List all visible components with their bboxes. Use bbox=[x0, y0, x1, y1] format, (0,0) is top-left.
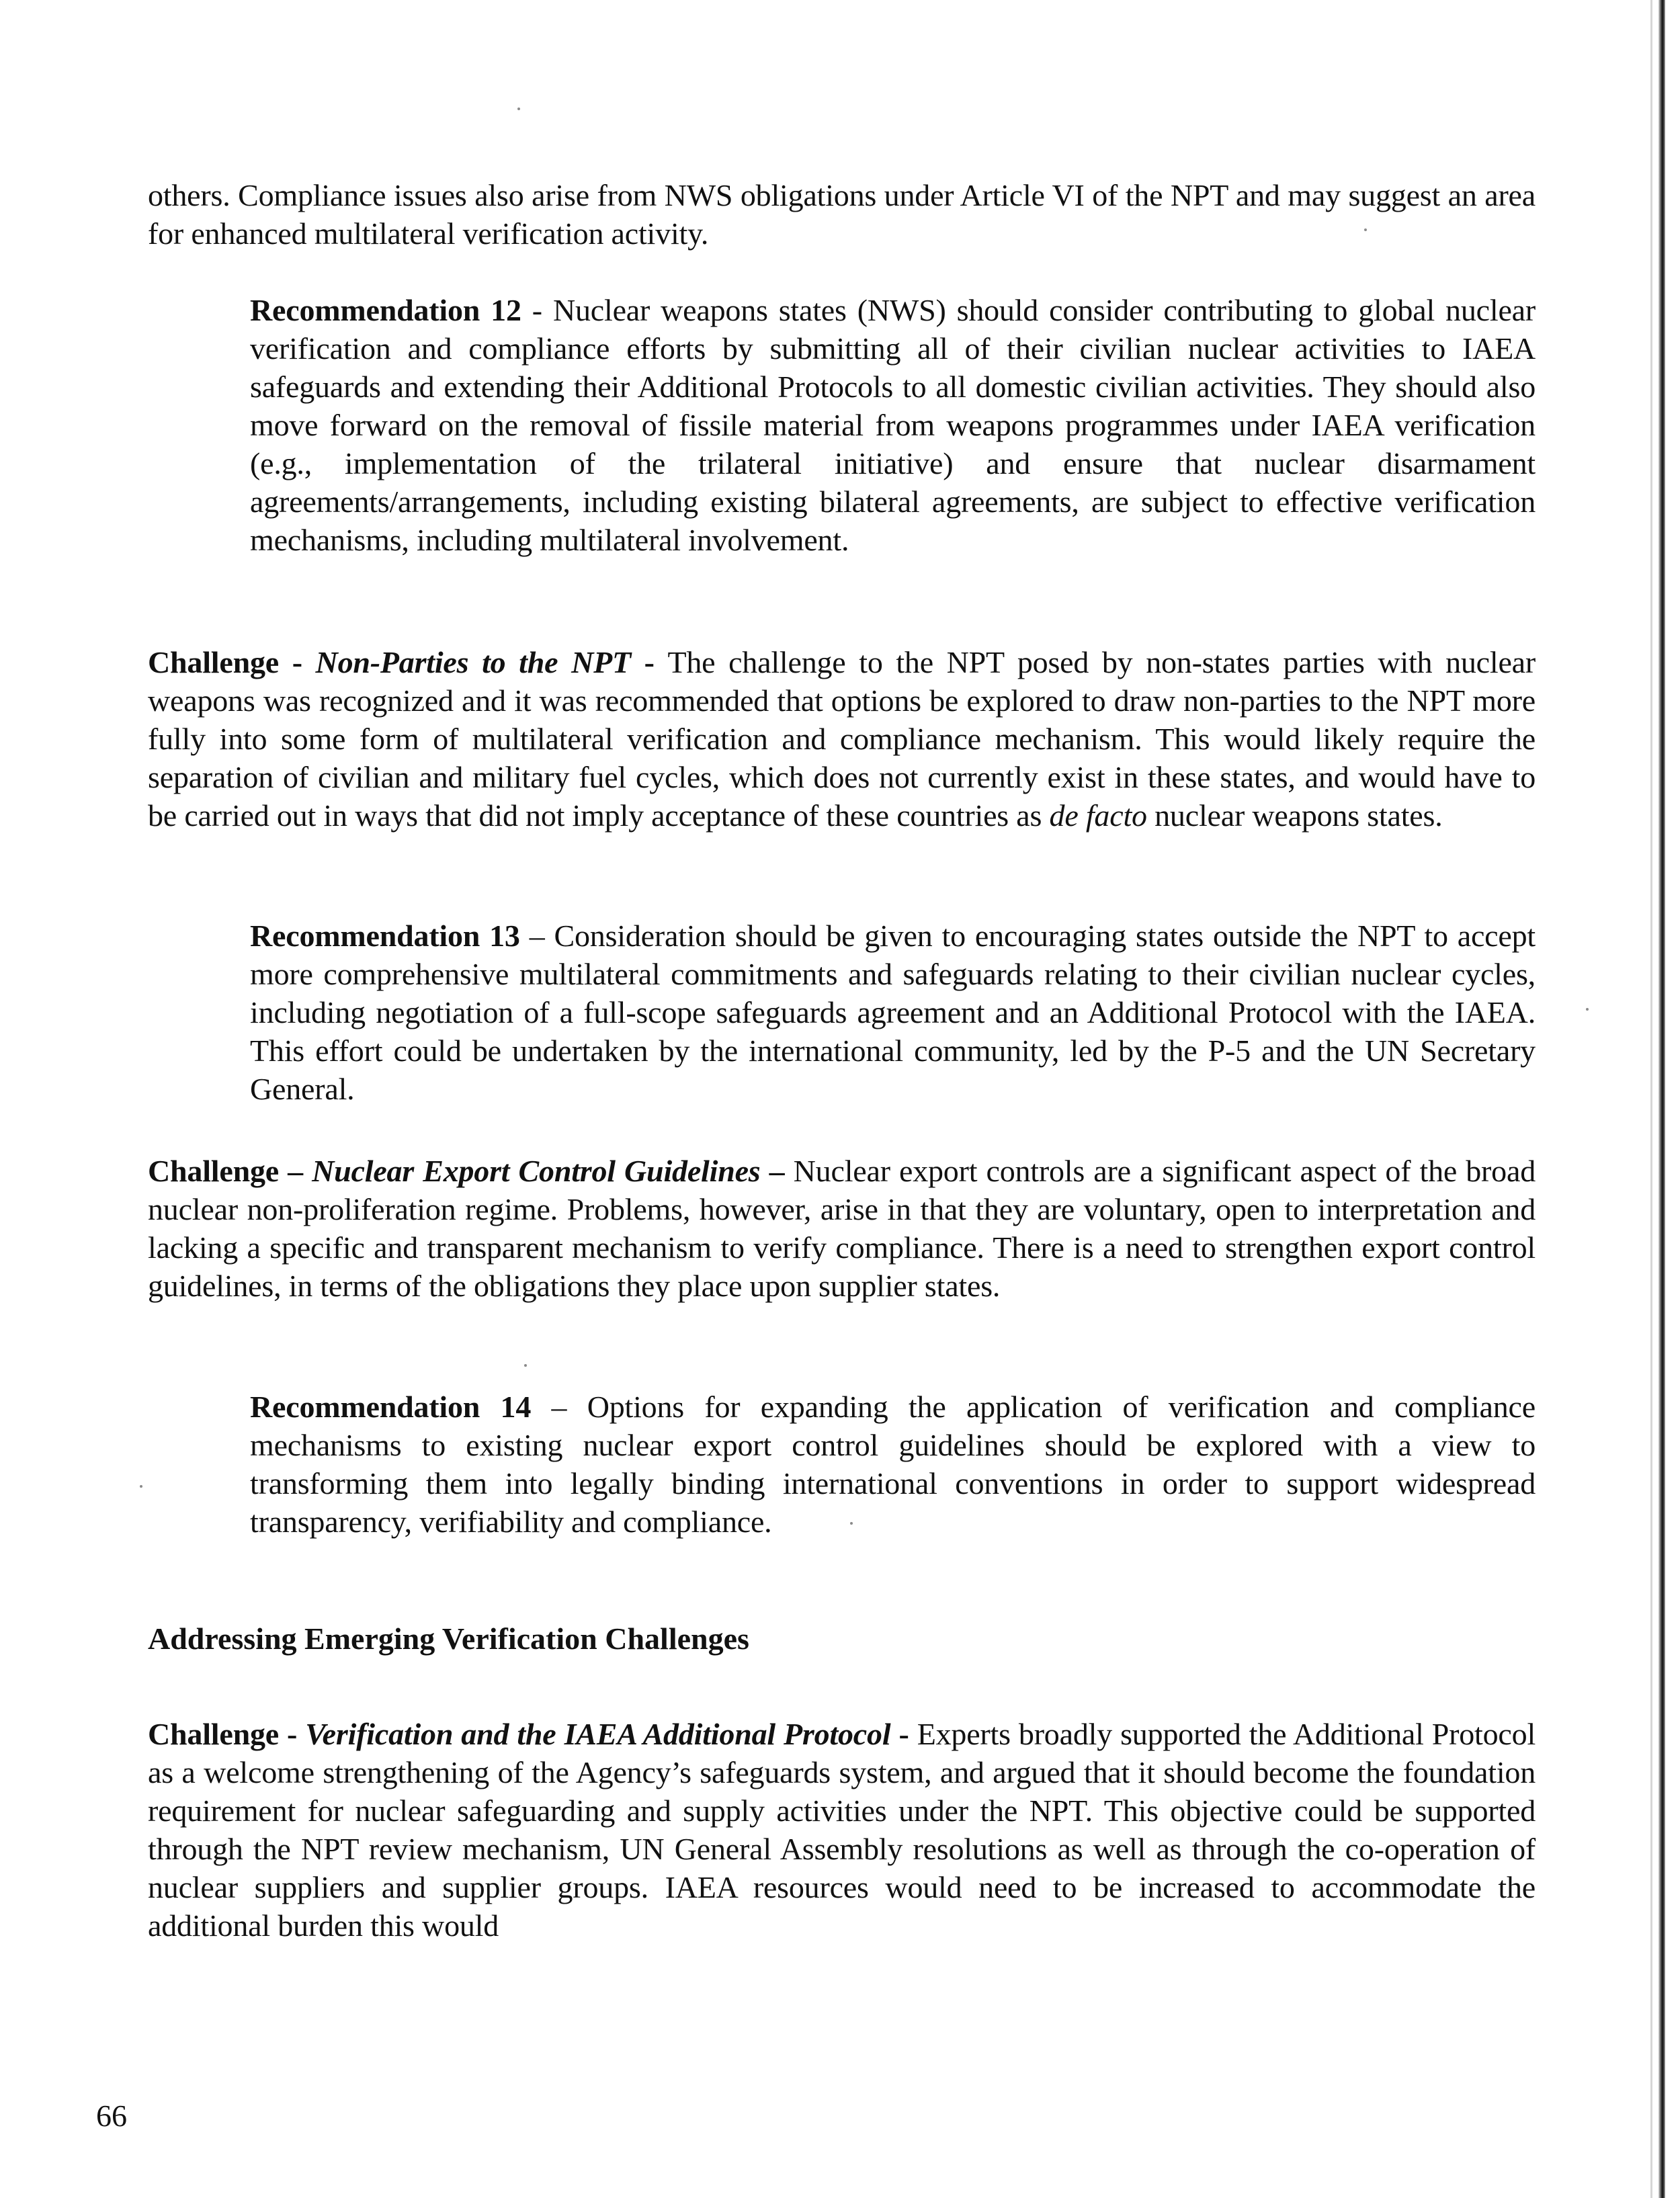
scan-speck bbox=[524, 1364, 527, 1367]
challenge-text: Nuclear export controls are a significant aspect of the broad nuclear non-proliferation regime. Problems, however, arise in that they are voluntary, open to interpretation and lacking a specific and transparent mechanism to verify compliance. There is a need to strengthen export control guidelines, in terms of the obligations they place upon supplier states. bbox=[148, 1154, 1536, 1303]
italic-term: de facto bbox=[1049, 798, 1147, 833]
separator: – bbox=[760, 1154, 794, 1188]
paragraph-text: others. Compliance issues also arise from NWS obligations under Article VI of the NPT and may suggest an area for enhanced multilateral verification activity. bbox=[148, 178, 1536, 251]
challenge-label: Challenge bbox=[148, 1154, 279, 1188]
challenge-title: Nuclear Export Control Guidelines bbox=[312, 1154, 761, 1188]
recommendation-12 bbox=[250, 291, 1536, 559]
separator: – bbox=[519, 919, 554, 953]
scan-speck bbox=[140, 1485, 142, 1488]
page-number: 66 bbox=[96, 2099, 127, 2133]
separator: - bbox=[278, 1717, 306, 1751]
separator: – bbox=[531, 1390, 587, 1424]
recommendation-label: Recommendation 13 bbox=[250, 919, 520, 953]
recommendation-text: Options for expanding the application of verification and compliance mechanisms to existing nuclear export control guidelines should be explored with a view to transforming them into legally binding international conventions in order to support widespread transparency, verifiability and compliance. bbox=[250, 1390, 1536, 1539]
scan-edge bbox=[1658, 0, 1665, 2198]
section-heading: Addressing Emerging Verification Challenges bbox=[148, 1621, 749, 1656]
challenge-label: Challenge bbox=[148, 645, 279, 679]
separator: - bbox=[521, 293, 553, 327]
scan-speck bbox=[850, 1522, 853, 1525]
challenge-text: The challenge to the NPT posed by non-states parties with nuclear weapons was recognized and it was recommended that options be explored to draw non-parties to the NPT more fully into some form of multilateral verification and compliance mechanism. This would likely require the separation of civilian and military fuel cycles, which does not currently exist in these states, and would have to be carried out in ways that did not imply acceptance of these countries as bbox=[148, 645, 1536, 833]
paragraph-continuation bbox=[148, 176, 1536, 253]
challenge-label: Challenge bbox=[148, 1717, 279, 1751]
scan-speck bbox=[517, 108, 520, 110]
challenge-text: Experts broadly supported the Additional Protocol as a welcome strengthening of the Agency’s safeguards system, and argued that it should become the foundation requirement for nuclear safeguarding and supply activities under the NPT. This objective could be supported through the NPT review mechanism, UN General Assembly resolutions as well as through the co-operation of nuclear suppliers and supplier groups. IAEA resources would need to be increased to accommodate the additional burden this would bbox=[148, 1717, 1536, 1943]
challenge-title: Verification and the IAEA Additional Protocol bbox=[305, 1717, 891, 1751]
challenge-additional-protocol bbox=[148, 1715, 1536, 1945]
scan-speck bbox=[1364, 228, 1367, 231]
recommendation-text: Consideration should be given to encouraging states outside the NPT to accept more comprehensive multilateral commitments and safeguards relating to their civilian nuclear cycles, including negotiation of a full-scope safeguards agreement and an Additional Protocol with the IAEA. This effort could be undertaken by the international community, led by the P-5 and the UN Secretary General. bbox=[250, 919, 1536, 1106]
challenge-text-end: nuclear weapons states. bbox=[1146, 798, 1443, 833]
scan-edge-shadow bbox=[1650, 0, 1652, 2198]
recommendation-13 bbox=[250, 917, 1536, 1108]
scan-speck bbox=[1586, 1008, 1589, 1011]
recommendation-label: Recommendation 12 bbox=[250, 293, 521, 327]
challenge-non-parties bbox=[148, 643, 1536, 835]
separator: – bbox=[278, 1154, 312, 1188]
separator: - bbox=[278, 645, 316, 679]
challenge-title: Non-Parties to the NPT bbox=[315, 645, 631, 679]
recommendation-label: Recommendation 14 bbox=[250, 1390, 532, 1424]
challenge-export-control bbox=[148, 1152, 1536, 1305]
separator: - bbox=[890, 1717, 917, 1751]
recommendation-text: Nuclear weapons states (NWS) should consider contributing to global nuclear verification and compliance efforts by submitting all of their civilian nuclear activities to IAEA safeguards and extending their Additional Protocols to all domestic civilian activities. They should also move forward on the removal of fissile material from weapons programmes under IAEA verification (e.g., implementation of the trilateral initiative) and ensure that nuclear disarmament agreements/arrangements, including existing bilateral agreements, are subject to effective verification mechanisms, including multilateral involvement. bbox=[250, 293, 1536, 557]
recommendation-14 bbox=[250, 1388, 1536, 1541]
separator: - bbox=[630, 645, 668, 679]
